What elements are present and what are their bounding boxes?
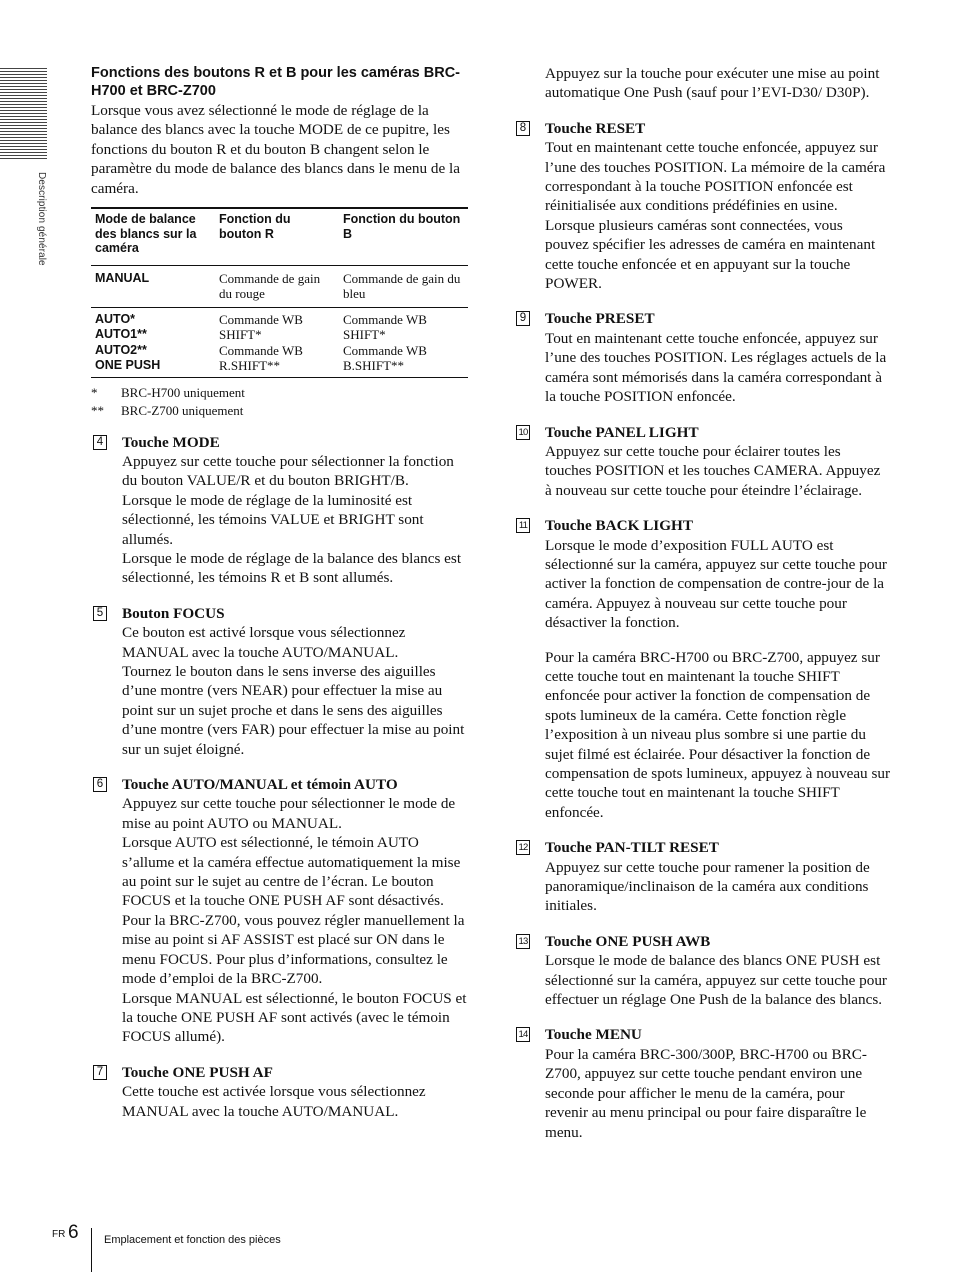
item-paragraph: Appuyez sur cette touche pour sélectionner le mode de mise au point AUTO ou MANUAL. <box>122 795 456 832</box>
item-touche-pan-tilt-reset <box>514 838 890 916</box>
item-paragraph: Lorsque le mode de balance des blancs ONE PUSH est sélectionné sur la caméra, appuyez sur cette touche pour effectuer un réglage One Push de la balance des blancs. <box>545 952 887 1009</box>
item-number-badge: 5 <box>93 606 107 621</box>
item-paragraph: Appuyez sur cette touche pour éclairer toutes les touches POSITION et les touches CAMERA. Appuyez à nouveau sur cette touche pour éteindre l’éclairage. <box>545 442 881 499</box>
item-number-badge: 11 <box>516 518 530 533</box>
item-touche-reset <box>514 119 890 294</box>
side-tab-bars <box>0 68 47 160</box>
item-title: Touche MODE <box>122 433 220 451</box>
b-function-line: B.SHIFT** <box>343 358 405 374</box>
item-number-badge: 14 <box>516 1027 530 1042</box>
footnote-mark: ** <box>91 402 104 418</box>
item-touche-auto-manual <box>91 775 469 1047</box>
item-paragraph: Lorsque le mode d’exposition FULL AUTO est sélectionné sur la caméra, appuyez sur cette touche pour activer la fonction de compensation de contre-jour de la caméra. Appuyez à nouveau sur cette touche pour désactiver la fonction. <box>545 536 887 632</box>
item-touche-preset <box>514 309 890 406</box>
item-paragraph: Appuyez sur cette touche pour sélectionner la fonction du bouton VALUE/R et du bouton BRIGHT/B. <box>122 452 454 490</box>
item-number-badge: 9 <box>516 311 530 326</box>
section-intro: Lorsque vous avez sélectionné le mode de réglage de la balance des blancs avec la touche MODE de ce pupitre, les fonctions du bouton R et du bouton B changent selon le paramètre du mode de balance des blancs dans le menu de la caméra. <box>91 102 460 197</box>
item-paragraph: Pour la BRC-Z700, vous pouvez régler manuellement la mise au point si AF ASSIST est placé sur ON dans le menu FOCUS. Pour plus d’informations, consultez le mode d’emploi de la BRC-Z700. <box>122 911 465 988</box>
right-column <box>514 64 890 1142</box>
mode-line: ONE PUSH <box>95 358 161 373</box>
item-paragraph: Appuyez sur la touche pour exécuter une mise au point automatique One Push (sauf pour l’EVI-D30/ D30P). <box>545 65 880 102</box>
item-bouton-focus <box>91 604 469 759</box>
item-touche-one-push-awb <box>514 932 890 1010</box>
r-function-line: Commande WB <box>219 342 303 358</box>
item-paragraph: Pour la caméra BRC-300/300P, BRC-H700 ou BRC-Z700, appuyez sur cette touche pendant environ une seconde pour afficher le menu de la caméra, pour revenir au menu principal ou pour faire disparaître le menu. <box>545 1045 867 1141</box>
item-touche-back-light <box>514 516 890 822</box>
item-number-badge: 13 <box>516 934 530 949</box>
r-function-line: Commande de gain du rouge <box>219 270 321 302</box>
table-row <box>91 265 468 307</box>
mode-line: AUTO2** <box>95 342 147 357</box>
item-touche-menu <box>514 1025 890 1141</box>
mode-line: AUTO1** <box>95 327 147 342</box>
item-paragraph: Lorsque le mode de réglage de la luminosité est sélectionné, les témoins VALUE et BRIGHT sont allumés. <box>122 491 424 548</box>
footnote <box>91 384 469 402</box>
table-cell-b <box>339 265 468 307</box>
page-number: 6 <box>68 1222 79 1243</box>
footnote-mark: * <box>91 384 98 400</box>
white-balance-table <box>91 207 468 378</box>
table-header-r: Fonction du bouton R <box>215 208 339 265</box>
item-title: Touche ONE PUSH AF <box>122 1063 273 1081</box>
item-touche-panel-light <box>514 423 890 501</box>
item-title: Touche AUTO/MANUAL et témoin AUTO <box>122 776 398 794</box>
table-row <box>91 307 468 377</box>
item-paragraph: Tout en maintenant cette touche enfoncée, appuyez sur l’une des touches POSITION. La mémoire de la caméra correspondant à la touche POSITION enfoncée est réinitialisée aux conditions prédéfinies en usine. <box>545 139 886 215</box>
r-function-line: R.SHIFT** <box>219 358 281 374</box>
table-cell-r <box>215 265 339 307</box>
item-paragraph: Tout en maintenant cette touche enfoncée, appuyez sur l’une des touches POSITION. Les réglages actuels de la caméra sont mémorisés dans la caméra correspondant à la touche POSITION enfoncée. <box>545 329 887 406</box>
item-touche-one-push-af <box>91 1063 469 1121</box>
left-column <box>91 64 469 1121</box>
table-cell-b <box>339 307 468 377</box>
item-title: Touche RESET <box>545 119 646 137</box>
item-number-badge: 7 <box>93 1065 107 1080</box>
mode-line: MANUAL <box>95 270 150 285</box>
item-number-badge: 12 <box>516 840 530 855</box>
footnote-text: BRC-H700 uniquement <box>121 384 245 400</box>
table-cell-mode <box>91 265 215 307</box>
footer-language: FR <box>52 1229 66 1240</box>
item-paragraph: Cette touche est activée lorsque vous sélectionnez MANUAL avec la touche AUTO/MANUAL. <box>122 1083 426 1120</box>
mode-line: AUTO* <box>95 311 136 326</box>
item-title: Touche PRESET <box>545 310 655 328</box>
b-function-line: Commande WB <box>343 342 427 358</box>
item-one-push-af-continued <box>514 64 890 103</box>
item-touche-mode <box>91 433 469 588</box>
table-header-b: Fonction du bouton B <box>339 208 468 265</box>
table-header-row <box>91 208 468 265</box>
item-paragraph: Lorsque le mode de réglage de la balance des blancs est sélectionné, les témoins R et B sont allumés. <box>122 549 462 587</box>
item-paragraph: Lorsque MANUAL est sélectionné, le bouton FOCUS et la touche ONE PUSH AF sont activés (avec le témoin FOCUS allumé). <box>122 989 467 1046</box>
item-title: Bouton FOCUS <box>122 604 225 622</box>
b-function-line: Commande de gain du bleu <box>343 270 461 302</box>
table-cell-r <box>215 307 339 377</box>
footer-divider <box>91 1228 92 1272</box>
table-header-mode: Mode de balance des blancs sur la caméra <box>91 208 215 265</box>
item-title: Touche ONE PUSH AWB <box>545 932 711 950</box>
table-cell-mode <box>91 307 215 377</box>
item-number-badge: 6 <box>93 777 107 792</box>
b-function-line: SHIFT* <box>343 327 386 343</box>
r-function-line: Commande WB <box>219 311 303 327</box>
footer-section-name: Emplacement et fonction des pièces <box>104 1234 281 1246</box>
table-footnotes <box>91 384 469 420</box>
item-paragraph: Lorsque plusieurs caméras sont connectées, vous pouvez spécifier les adresses de caméra en maintenant cette touche enfoncée et en appuyant sur la touche POWER. <box>545 216 876 293</box>
item-paragraph: Pour la caméra BRC-H700 ou BRC-Z700, appuyez sur cette touche tout en maintenant la touche SHIFT enfoncée pour activer la fonction de compensation de spots lumineux de la caméra. Cette fonction règle l’exposition à un niveau plus sombre si une partie du sujet filmé est éclairée. Pour désactiver la fonction de compensation de spots lumineux, appuyez à nouveau sur cette touche tout en maintenant la touche SHIFT enfoncée. <box>545 648 891 821</box>
footnote <box>91 402 469 420</box>
item-title: Touche MENU <box>545 1026 642 1044</box>
item-number-badge: 10 <box>516 425 530 440</box>
item-paragraph: Tournez le bouton dans le sens inverse des aiguilles d’une montre (vers NEAR) pour effectuer la mise au point sur un sujet proche et dans le sens des aiguilles d’une montre (vers FAR) pour effectuer la mise au point sur un sujet éloigné. <box>122 663 465 758</box>
footnote-text: BRC-Z700 uniquement <box>121 402 244 418</box>
item-title: Touche PANEL LIGHT <box>545 423 699 441</box>
item-number-badge: 4 <box>93 435 107 450</box>
item-paragraph: Appuyez sur cette touche pour ramener la position de panoramique/inclinaison de la caméra aux conditions initiales. <box>545 858 870 915</box>
item-paragraph: Ce bouton est activé lorsque vous sélectionnez MANUAL avec la touche AUTO/MANUAL. <box>122 624 406 661</box>
r-function-line: SHIFT* <box>219 327 262 343</box>
item-title: Touche PAN-TILT RESET <box>545 839 719 857</box>
item-number-badge: 8 <box>516 121 530 136</box>
item-title: Touche BACK LIGHT <box>545 517 693 535</box>
item-paragraph: Lorsque AUTO est sélectionné, le témoin AUTO s’allume et la caméra effectue automatiquement la mise au point sur le sujet au centre de l’écran. Le bouton FOCUS et la touche ONE PUSH AF sont désactivés. <box>122 834 461 910</box>
side-section-label: Description générale <box>36 172 47 266</box>
section-title: Fonctions des boutons R et B pour les caméras BRC-H700 et BRC-Z700 <box>91 65 460 99</box>
b-function-line: Commande WB <box>343 311 427 327</box>
